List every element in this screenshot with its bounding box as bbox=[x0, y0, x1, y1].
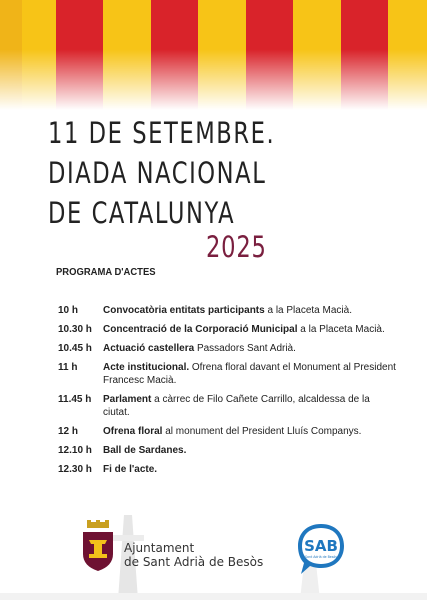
program-time: 10.45 h bbox=[58, 343, 92, 354]
program-row bbox=[58, 463, 398, 476]
program-description: Concentració de la Corporació Municipal a la Placeta Macià. bbox=[103, 324, 385, 335]
event-title bbox=[48, 113, 275, 233]
senyera-banner bbox=[0, 0, 427, 110]
event-year: 2025 bbox=[206, 230, 267, 264]
program-description: Convocatòria entitats participants a la Placeta Macià. bbox=[103, 305, 352, 316]
title-line-1: 11 DE SETEMBRE. bbox=[48, 116, 276, 150]
ajuntament-line-1: Ajuntament bbox=[124, 541, 195, 555]
program-time: 10 h bbox=[58, 305, 79, 316]
program-description: Acte institucional. Ofrena floral davant el Monument al President Francesc Macià. bbox=[103, 362, 396, 386]
program-time: 12.10 h bbox=[58, 445, 92, 456]
title-line-3: DE CATALUNYA bbox=[48, 196, 236, 230]
program-time: 12.30 h bbox=[58, 464, 92, 475]
title-line-2: DIADA NACIONAL bbox=[48, 156, 267, 190]
program-description: Parlament a càrrec de Filo Cañete Carrillo, alcaldessa de la ciutat. bbox=[103, 394, 370, 418]
program-time: 10.30 h bbox=[58, 324, 92, 335]
program-row bbox=[58, 361, 398, 387]
program-row bbox=[58, 304, 398, 317]
sab-logo-subtext: Sant Adrià de Besòs bbox=[305, 555, 337, 559]
ajuntament-line-2: de Sant Adrià de Besòs bbox=[124, 555, 264, 569]
program-list bbox=[58, 304, 398, 482]
program-time: 12 h bbox=[58, 426, 79, 437]
municipal-shield-logo bbox=[81, 520, 115, 572]
ajuntament-logo-text bbox=[124, 541, 263, 569]
program-row bbox=[58, 444, 398, 457]
program-time: 11 h bbox=[58, 362, 78, 373]
program-description: Ball de Sardanes. bbox=[103, 445, 187, 456]
program-description: Fi de l'acte. bbox=[103, 464, 158, 475]
sab-logo-text: SAB bbox=[304, 537, 338, 555]
section-heading: PROGRAMA D'ACTES bbox=[56, 266, 156, 278]
sab-logo bbox=[296, 522, 346, 576]
program-row bbox=[58, 323, 398, 336]
program-row bbox=[58, 393, 398, 419]
program-row bbox=[58, 342, 398, 355]
program-description: Actuació castellera Passadors Sant Adrià. bbox=[103, 343, 296, 354]
program-time: 11.45 h bbox=[58, 394, 92, 405]
program-description: Ofrena floral al monument del President Lluís Companys. bbox=[103, 426, 362, 437]
program-row bbox=[58, 425, 398, 438]
